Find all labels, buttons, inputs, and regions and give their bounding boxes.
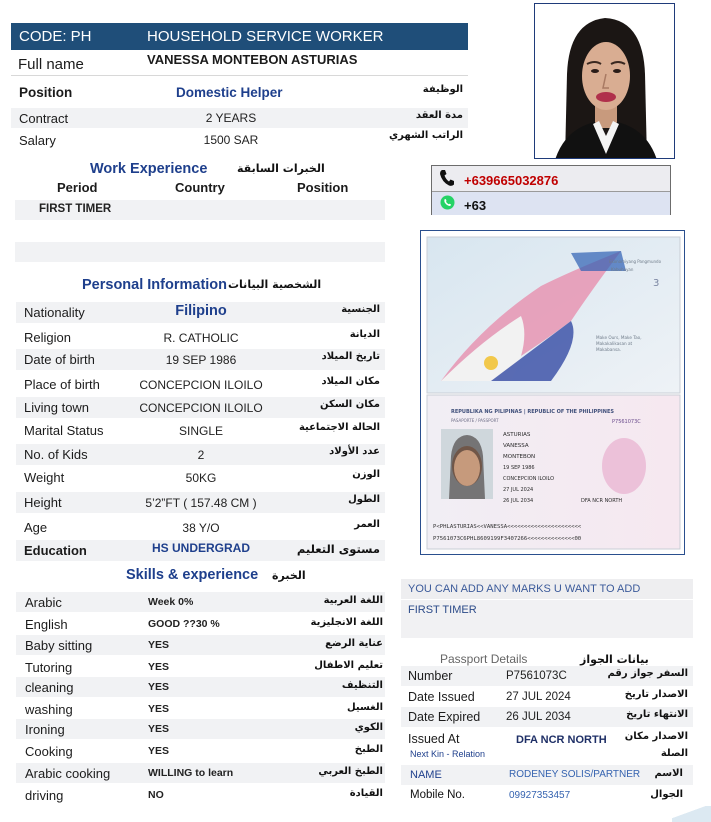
phone-icon xyxy=(439,169,455,192)
passport-surname: ASTURIAS xyxy=(503,432,531,438)
candidate-photo xyxy=(534,3,675,159)
contact-box xyxy=(431,165,671,215)
next-kin-name-row xyxy=(401,765,693,785)
next-kin-name-label: NAME xyxy=(410,769,442,781)
personal-info-value: 5’2”FT ( 157.48 CM ) xyxy=(145,496,257,510)
skill-value: YES xyxy=(148,661,170,673)
skill-label: English xyxy=(25,617,68,632)
skill-label: washing xyxy=(25,702,73,717)
passport-page-number: 3 xyxy=(653,278,660,289)
personal-info-label: Religion xyxy=(24,330,71,345)
work-experience-empty-row xyxy=(15,242,385,262)
work-experience-row-period: FIRST TIMER xyxy=(39,203,112,215)
passport-detail-row xyxy=(401,666,693,686)
passport-middle: MONTEBON xyxy=(503,454,536,460)
personal-info-value: 19 SEP 1986 xyxy=(165,353,237,367)
next-kin-name-arabic: الاسم xyxy=(654,768,683,779)
skill-row xyxy=(16,677,385,697)
passport-detail-label: Issued At xyxy=(408,732,460,746)
passport-dob: 19 SEP 1986 xyxy=(503,465,535,471)
personal-info-row xyxy=(16,327,385,348)
personal-info-value: HS UNDERGRAD xyxy=(151,541,250,555)
passport-detail-arabic: الاصدار تاريخ xyxy=(624,689,688,700)
passport-detail-value: 26 JUL 2034 xyxy=(506,711,571,723)
personal-info-title: Personal Information xyxy=(82,277,228,293)
passport-mrz-line-1: P<PHLASTURIAS<<VANESSA<<<<<<<<<<<<<<<<<<<<<< xyxy=(433,524,582,530)
personal-info-arabic: مكان الميلاد xyxy=(321,376,380,387)
position-row xyxy=(11,80,468,104)
skill-row xyxy=(16,614,385,634)
passport-authority: DFA NCR NORTH xyxy=(581,498,623,504)
skill-row xyxy=(16,592,385,612)
svg-text:Ekonomiyang Pangmundo: Ekonomiyang Pangmundo xyxy=(609,259,662,264)
salary-arabic: الراتب الشهري xyxy=(389,130,463,141)
phone-number[interactable]: +639665032876 xyxy=(464,173,559,188)
skill-value: YES xyxy=(148,639,170,651)
passport-detail-value: 27 JUL 2024 xyxy=(506,691,571,703)
skill-value: WILLING to learn xyxy=(148,767,234,779)
personal-info-row xyxy=(16,420,385,441)
personal-info-row xyxy=(16,397,385,418)
personal-info-label: Date of birth xyxy=(24,352,95,367)
skill-value: YES xyxy=(148,681,170,693)
contract-arabic: مدة العقد xyxy=(415,110,463,121)
position-header: Position xyxy=(297,180,349,195)
skill-label: Arabic cooking xyxy=(25,766,111,781)
skill-row xyxy=(16,635,385,655)
passport-detail-row xyxy=(401,707,693,727)
skill-label: Baby sitting xyxy=(25,638,93,653)
skill-arabic: عناية الرضع xyxy=(325,638,383,649)
personal-info-arabic: مستوى التعليم xyxy=(296,542,380,556)
passport-header: REPUBLIKA NG PILIPINAS | REPUBLIC OF THE PHILIPPINES xyxy=(451,409,614,415)
contract-value: 2 YEARS xyxy=(205,111,257,125)
personal-info-value: 2 xyxy=(197,448,205,462)
skill-row xyxy=(16,763,385,783)
whatsapp-number[interactable]: +63 xyxy=(464,198,487,213)
passport-detail-value: DFA NCR NORTH xyxy=(516,734,607,746)
full-name-label: Full name xyxy=(18,56,84,73)
country-header: Country xyxy=(175,180,225,195)
personal-info-value: SINGLE xyxy=(178,424,223,438)
personal-info-arabic: عدد الأولاد xyxy=(329,446,380,457)
svg-text:Makabansa.: Makabansa. xyxy=(596,347,622,352)
remarks-note: YOU CAN ADD ANY MARKS U WANT TO ADD xyxy=(408,583,641,595)
personal-info-row xyxy=(16,492,385,513)
personal-info-label: Living town xyxy=(24,400,90,415)
personal-info-arabic: الطول xyxy=(348,494,380,505)
passport-details-title-arabic: بيانات الجواز xyxy=(580,653,649,666)
personal-info-arabic: العمر xyxy=(354,519,380,530)
personal-info-row xyxy=(16,517,385,538)
personal-info-label: Nationality xyxy=(24,305,85,320)
personal-info-label: Education xyxy=(24,543,87,558)
personal-info-arabic: الجنسية xyxy=(341,304,380,315)
personal-info-title-arabic: الشخصية البيانات xyxy=(228,278,322,291)
skill-label: driving xyxy=(25,788,64,803)
skill-arabic: الغسيل xyxy=(346,702,383,713)
skill-arabic: تعليم الاطفال xyxy=(314,660,383,671)
passport-scan xyxy=(420,230,685,555)
personal-info-row xyxy=(16,467,385,488)
personal-info-value: CONCEPCION ILOILO xyxy=(139,378,263,392)
passport-detail-arabic: السفر جواز رقم xyxy=(607,668,688,679)
salary-value: 1500 SAR xyxy=(203,133,259,147)
passport-doc-label: PASAPORTE / PASSPORT xyxy=(451,418,499,423)
personal-info-value: CONCEPCION ILOILO xyxy=(139,401,263,415)
skill-arabic: القيادة xyxy=(349,788,383,799)
remarks-note-row xyxy=(401,579,693,599)
next-kin-title-arabic: الصلة xyxy=(660,748,688,759)
personal-info-row xyxy=(16,349,385,370)
period-header: Period xyxy=(57,180,98,195)
salary-label: Salary xyxy=(19,133,56,148)
whatsapp-row xyxy=(432,191,670,215)
personal-info-label: Place of birth xyxy=(24,377,100,392)
contract-label: Contract xyxy=(19,111,69,126)
header-bar xyxy=(11,23,468,50)
skill-row xyxy=(16,785,385,805)
position-arabic: الوظيفة xyxy=(422,84,463,95)
next-kin-name-value: RODENEY SOLIS/PARTNER xyxy=(509,769,641,780)
position-label: Position xyxy=(19,85,73,100)
passport-detail-arabic: الاصدار مكان xyxy=(624,731,688,742)
next-kin-mobile-value: 09927353457 xyxy=(509,790,571,801)
personal-info-value: R. CATHOLIC xyxy=(163,331,239,345)
skill-value: Week 0% xyxy=(148,596,194,608)
next-kin-title: Next Kin - Relation xyxy=(410,749,486,759)
skill-label: cleaning xyxy=(25,680,74,695)
skills-title: Skills & experience xyxy=(126,567,259,583)
work-experience-row xyxy=(15,200,385,220)
skill-label: Tutoring xyxy=(25,660,73,675)
skill-label: Arabic xyxy=(25,595,62,610)
position-value: Domestic Helper xyxy=(176,85,283,100)
personal-info-arabic: تاريخ الميلاد xyxy=(321,351,380,362)
passport-detail-value: P7561073C xyxy=(506,670,567,682)
next-kin-header-row xyxy=(401,745,693,763)
personal-info-row xyxy=(16,374,385,395)
svg-text:Make Ours, Make Tao,: Make Ours, Make Tao, xyxy=(596,335,642,340)
passport-detail-label: Date Issued xyxy=(408,690,475,704)
skill-arabic: اللغة الانجليزية xyxy=(310,617,383,628)
skill-arabic: الكوي xyxy=(354,722,383,733)
skill-label: Cooking xyxy=(25,744,73,759)
passport-number: P7561073C xyxy=(612,419,641,425)
passport-issued: 27 JUL 2024 xyxy=(503,487,534,493)
passport-expiry: 26 JUL 2034 xyxy=(503,498,534,504)
personal-info-row xyxy=(16,444,385,465)
personal-info-arabic: الحالة الاجتماعية xyxy=(298,422,380,433)
personal-info-arabic: الوزن xyxy=(352,469,380,480)
personal-info-value: Filipino xyxy=(175,303,227,319)
next-kin-mobile-label: Mobile No. xyxy=(410,789,465,801)
skill-value: YES xyxy=(148,703,170,715)
work-experience-title: Work Experience xyxy=(90,161,208,177)
remarks-box xyxy=(401,600,693,638)
svg-text:Makakalikasan at: Makakalikasan at xyxy=(596,341,633,346)
header-title: HOUSEHOLD SERVICE WORKER xyxy=(147,28,384,45)
remarks-value: FIRST TIMER xyxy=(408,604,477,616)
passport-detail-label: Date Expired xyxy=(408,710,481,724)
personal-info-label: No. of Kids xyxy=(24,447,88,462)
personal-info-row xyxy=(16,540,385,561)
personal-info-label: Marital Status xyxy=(24,423,104,438)
skill-value: YES xyxy=(148,745,170,757)
code-label: CODE: PH xyxy=(19,28,92,45)
personal-info-value: 38 Y/O xyxy=(182,521,220,535)
skill-value: YES xyxy=(148,723,170,735)
personal-info-arabic: الديانة xyxy=(349,329,380,340)
personal-info-row xyxy=(16,302,385,323)
skill-value: NO xyxy=(148,789,164,801)
skill-row xyxy=(16,719,385,739)
contract-row xyxy=(11,108,468,128)
skill-row xyxy=(16,657,385,677)
skills-title-arabic: الخبرة xyxy=(272,569,306,582)
skill-value: GOOD ??30 % xyxy=(148,618,220,630)
skill-arabic: التنظيف xyxy=(341,680,383,691)
next-kin-mobile-arabic: الجوال xyxy=(650,789,683,800)
personal-info-label: Weight xyxy=(24,470,65,485)
full-name-row xyxy=(11,52,468,76)
passport-given: VANESSA xyxy=(503,443,529,449)
skill-row xyxy=(16,699,385,719)
salary-row xyxy=(11,130,468,150)
skill-label: Ironing xyxy=(25,722,65,737)
passport-detail-label: Number xyxy=(408,669,453,683)
work-experience-section xyxy=(15,160,385,250)
personal-info-arabic: مكان السكن xyxy=(320,399,380,410)
corner-decoration xyxy=(672,806,711,822)
next-kin-mobile-row xyxy=(401,786,693,806)
skill-arabic: الطبخ العربي xyxy=(318,766,383,777)
skill-row xyxy=(16,741,385,761)
skill-arabic: الطبخ xyxy=(354,744,383,755)
passport-pob: CONCEPCION ILOILO xyxy=(503,476,555,482)
personal-info-value: 50KG xyxy=(185,471,217,485)
passport-details-title: Passport Details xyxy=(440,652,528,666)
work-experience-title-arabic: الخبرات السابقة xyxy=(237,162,325,175)
skill-arabic: اللغة العربية xyxy=(323,595,383,606)
personal-info-label: Age xyxy=(24,520,48,535)
passport-mrz-line-2: P7561073C6PHL8609199F3407266<<<<<<<<<<<<<<00 xyxy=(433,536,582,542)
full-name-value: VANESSA MONTEBON ASTURIAS xyxy=(147,52,358,67)
whatsapp-icon xyxy=(440,195,455,215)
svg-text:Kabuhayan: Kabuhayan xyxy=(611,267,634,272)
passport-detail-row xyxy=(401,687,693,707)
passport-detail-arabic: الانتهاء تاريخ xyxy=(626,709,688,720)
personal-info-label: Height xyxy=(24,495,62,510)
